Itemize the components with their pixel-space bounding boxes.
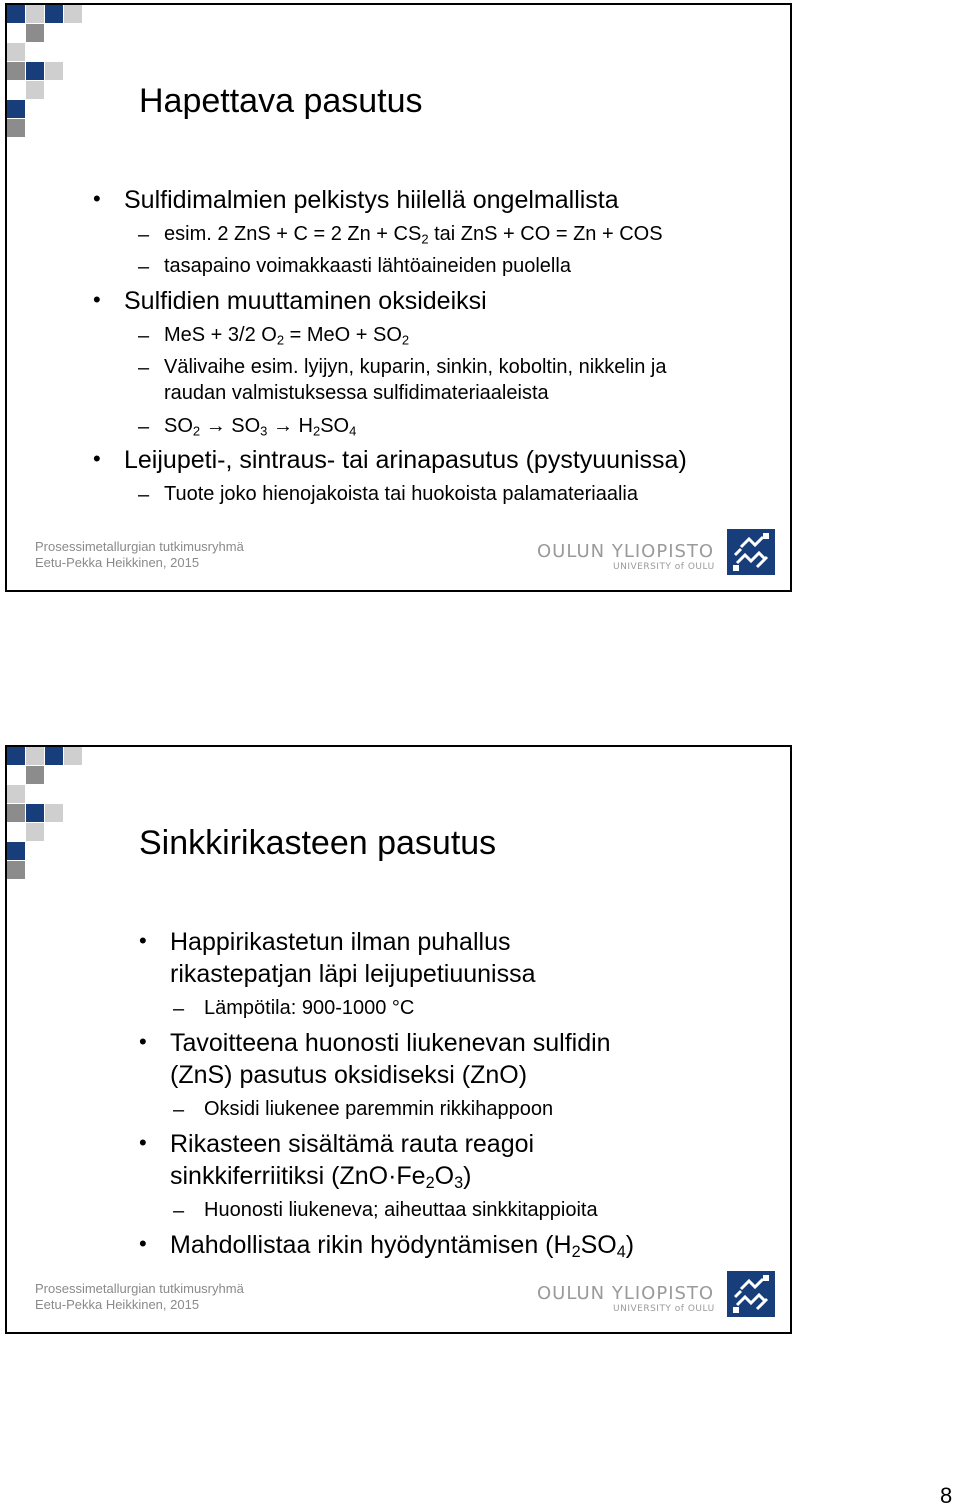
bullet-marker: • — [139, 1029, 147, 1054]
dash-marker: – — [173, 1099, 185, 1121]
bullet-item: Rikasteen sisältämä rauta reagoi — [170, 1130, 535, 1158]
sub-item-equation: MeS + 3/2 $O_2$ = MeO + $SO_2$ — [164, 324, 410, 348]
bullet-item: Leijupeti-, sintraus- tai arinapasutus (pystyuunissa) — [124, 446, 687, 474]
bullet-item-formula: sinkkiferriitiksi $(ZnO\cdot Fe_2O_3)$ — [170, 1162, 472, 1193]
bullet-item: Sulfidien muuttaminen oksideiksi — [124, 287, 487, 315]
dash-marker: – — [138, 357, 150, 379]
page-number: 8 — [940, 1483, 953, 1508]
dash-marker: – — [138, 484, 150, 506]
sub-item: Välivaihe esim. lyijyn, kuparin, sinkin, koboltin, nikkelin ja — [164, 356, 667, 378]
dash-marker: – — [173, 998, 185, 1020]
sub-item-temperature: Lämpötila: 900-1000 °C — [204, 997, 415, 1019]
footer-group: Prosessimetallurgian tutkimusryhmä — [35, 1281, 244, 1296]
university-logo-icon — [727, 1271, 775, 1317]
slide-sinkkirikasteen-pasutus — [5, 745, 792, 1334]
slide-title: Sinkkirikasteen pasutus — [139, 824, 497, 862]
sub-item-continued: raudan valmistuksessa sulfidimateriaaleista — [164, 382, 549, 404]
bullet-item: Tavoitteena huonosti liukenevan sulfidin — [170, 1029, 611, 1057]
bullet-item-continued: (ZnS) pasutus oksidiseksi (ZnO) — [170, 1061, 528, 1089]
university-logo-text: OULUN YLIOPISTO — [537, 541, 715, 562]
dash-marker: – — [138, 416, 150, 438]
footer-author: Eetu-Pekka Heikkinen, 2015 — [35, 555, 200, 570]
bullet-marker: • — [93, 446, 101, 471]
university-logo-text: OULUN YLIOPISTO — [537, 1283, 715, 1304]
dash-marker: – — [173, 1200, 185, 1222]
bullet-item: Sulfidimalmien pelkistys hiilellä ongelmallista — [124, 186, 619, 214]
footer-group: Prosessimetallurgian tutkimusryhmä — [35, 539, 244, 554]
bullet-item-formula: Mahdollistaa rikin hyödyntämisen $(H_2SO_4)$ — [170, 1231, 635, 1262]
bullet-marker: • — [93, 287, 101, 312]
slide-title: Hapettava pasutus — [139, 82, 423, 120]
university-logo-subtext: UNIVERSITY of OULU — [613, 1304, 715, 1314]
sub-item: Oksidi liukenee paremmin rikkihappoon — [204, 1098, 554, 1120]
sub-item: Tuote joko hienojakoista tai huokoista palamateriaalia — [164, 483, 638, 505]
dash-marker: – — [138, 256, 150, 278]
dash-marker: – — [138, 224, 150, 246]
bullet-marker: • — [139, 928, 147, 953]
bullet-item: Happirikastetun ilman puhallus — [170, 928, 511, 956]
bullet-marker: • — [93, 186, 101, 211]
bullet-item-continued: rikastepatjan läpi leijupetiuunissa — [170, 960, 536, 988]
bullet-marker: • — [139, 1130, 147, 1155]
sub-item: Huonosti liukeneva; aiheuttaa sinkkitappioita — [204, 1199, 598, 1221]
sub-item-reaction: $SO_2 \to SO_3 \to H_2SO_4$ — [164, 415, 357, 439]
slide-hapettava-pasutus — [5, 3, 792, 592]
sub-item-equation: esim. 2 ZnS + C = 2 $Zn + CS_2$ tai ZnS + CO = Zn + COS — [164, 223, 663, 247]
university-logo-subtext: UNIVERSITY of OULU — [613, 562, 715, 572]
footer-author: Eetu-Pekka Heikkinen, 2015 — [35, 1297, 200, 1312]
university-logo-icon — [727, 529, 775, 575]
bullet-marker: • — [139, 1231, 147, 1256]
sub-item: tasapaino voimakkaasti lähtöaineiden puolella — [164, 255, 571, 277]
dash-marker: – — [138, 325, 150, 347]
